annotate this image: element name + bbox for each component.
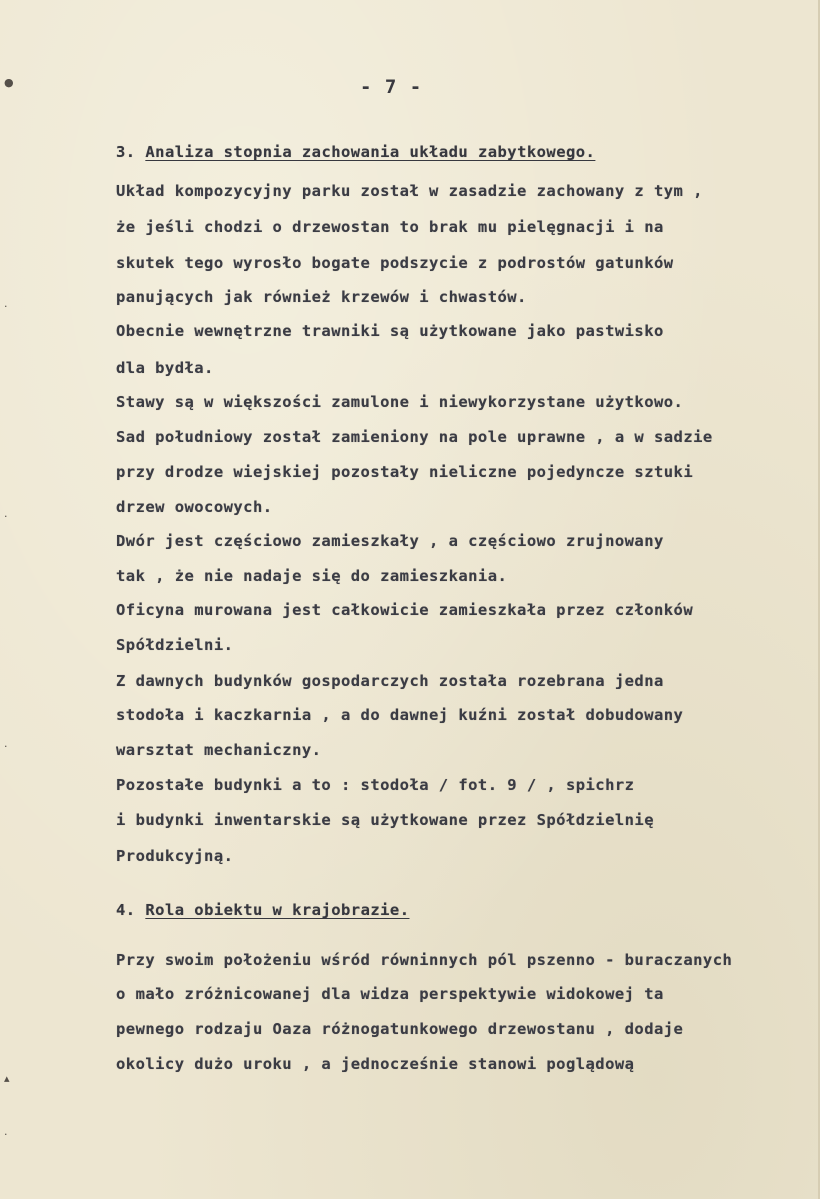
page-number: - 7 - — [360, 76, 423, 98]
body-line: panujących jak również krzewów i chwastów. — [116, 288, 527, 306]
punch-mark: · — [4, 740, 8, 753]
body-line: okolicy dużo uroku , a jednocześnie stanowi poglądową — [116, 1055, 635, 1073]
body-line: Stawy są w większości zamulone i niewykorzystane użytkowo. — [116, 393, 684, 411]
section-4-heading — [116, 901, 409, 919]
punch-mark: · — [4, 300, 8, 313]
body-line: dla bydła. — [116, 359, 214, 377]
punch-mark: ● — [4, 76, 14, 89]
body-line: Oficyna murowana jest całkowicie zamieszkała przez członków — [116, 601, 694, 619]
body-line: skutek tego wyrosło bogate podszycie z podrostów gatunków — [116, 254, 674, 272]
section-4-title: Rola obiektu w krajobrazie. — [145, 901, 410, 919]
body-line: Produkcyjną. — [116, 847, 234, 865]
section-3-number: 3. — [116, 143, 136, 161]
section-4-number: 4. — [116, 901, 136, 919]
body-line: Z dawnych budynków gospodarczych została rozebrana jedna — [116, 672, 664, 690]
punch-mark: ▴ — [4, 1072, 10, 1085]
section-3-heading — [116, 143, 595, 161]
punch-mark: · — [4, 1128, 8, 1141]
body-line: Sad południowy został zamieniony na pole uprawne , a w sadzie — [116, 428, 713, 446]
punch-mark: · — [4, 510, 8, 523]
section-3-title: Analiza stopnia zachowania układu zabytkowego. — [145, 143, 596, 161]
body-line: pewnego rodzaju Oaza różnogatunkowego drzewostanu , dodaje — [116, 1020, 684, 1038]
body-line: Pozostałe budynki a to : stodoła / fot. 9 / , spichrz — [116, 776, 635, 794]
body-line: warsztat mechaniczny. — [116, 741, 322, 759]
body-line: że jeśli chodzi o drzewostan to brak mu pielęgnacji i na — [116, 218, 664, 236]
body-line: tak , że nie nadaje się do zamieszkania. — [116, 567, 508, 585]
body-line: Obecnie wewnętrzne trawniki są użytkowane jako pastwisko — [116, 322, 664, 340]
body-line: stodoła i kaczkarnia , a do dawnej kuźni został dobudowany — [116, 706, 684, 724]
body-line: o mało zróżnicowanej dla widza perspektywie widokowej ta — [116, 985, 664, 1003]
body-line: drzew owocowych. — [116, 498, 273, 516]
body-line: przy drodze wiejskiej pozostały nieliczne pojedyncze sztuki — [116, 463, 694, 481]
body-line: Dwór jest częściowo zamieszkały , a częściowo zrujnowany — [116, 532, 664, 550]
body-line: Przy swoim położeniu wśród równinnych pól pszenno - buraczanych — [116, 951, 733, 969]
body-line: i budynki inwentarskie są użytkowane przez Spółdzielnię — [116, 811, 654, 829]
body-line: Układ kompozycyjny parku został w zasadzie zachowany z tym , — [116, 182, 703, 200]
body-line: Spółdzielni. — [116, 636, 234, 654]
